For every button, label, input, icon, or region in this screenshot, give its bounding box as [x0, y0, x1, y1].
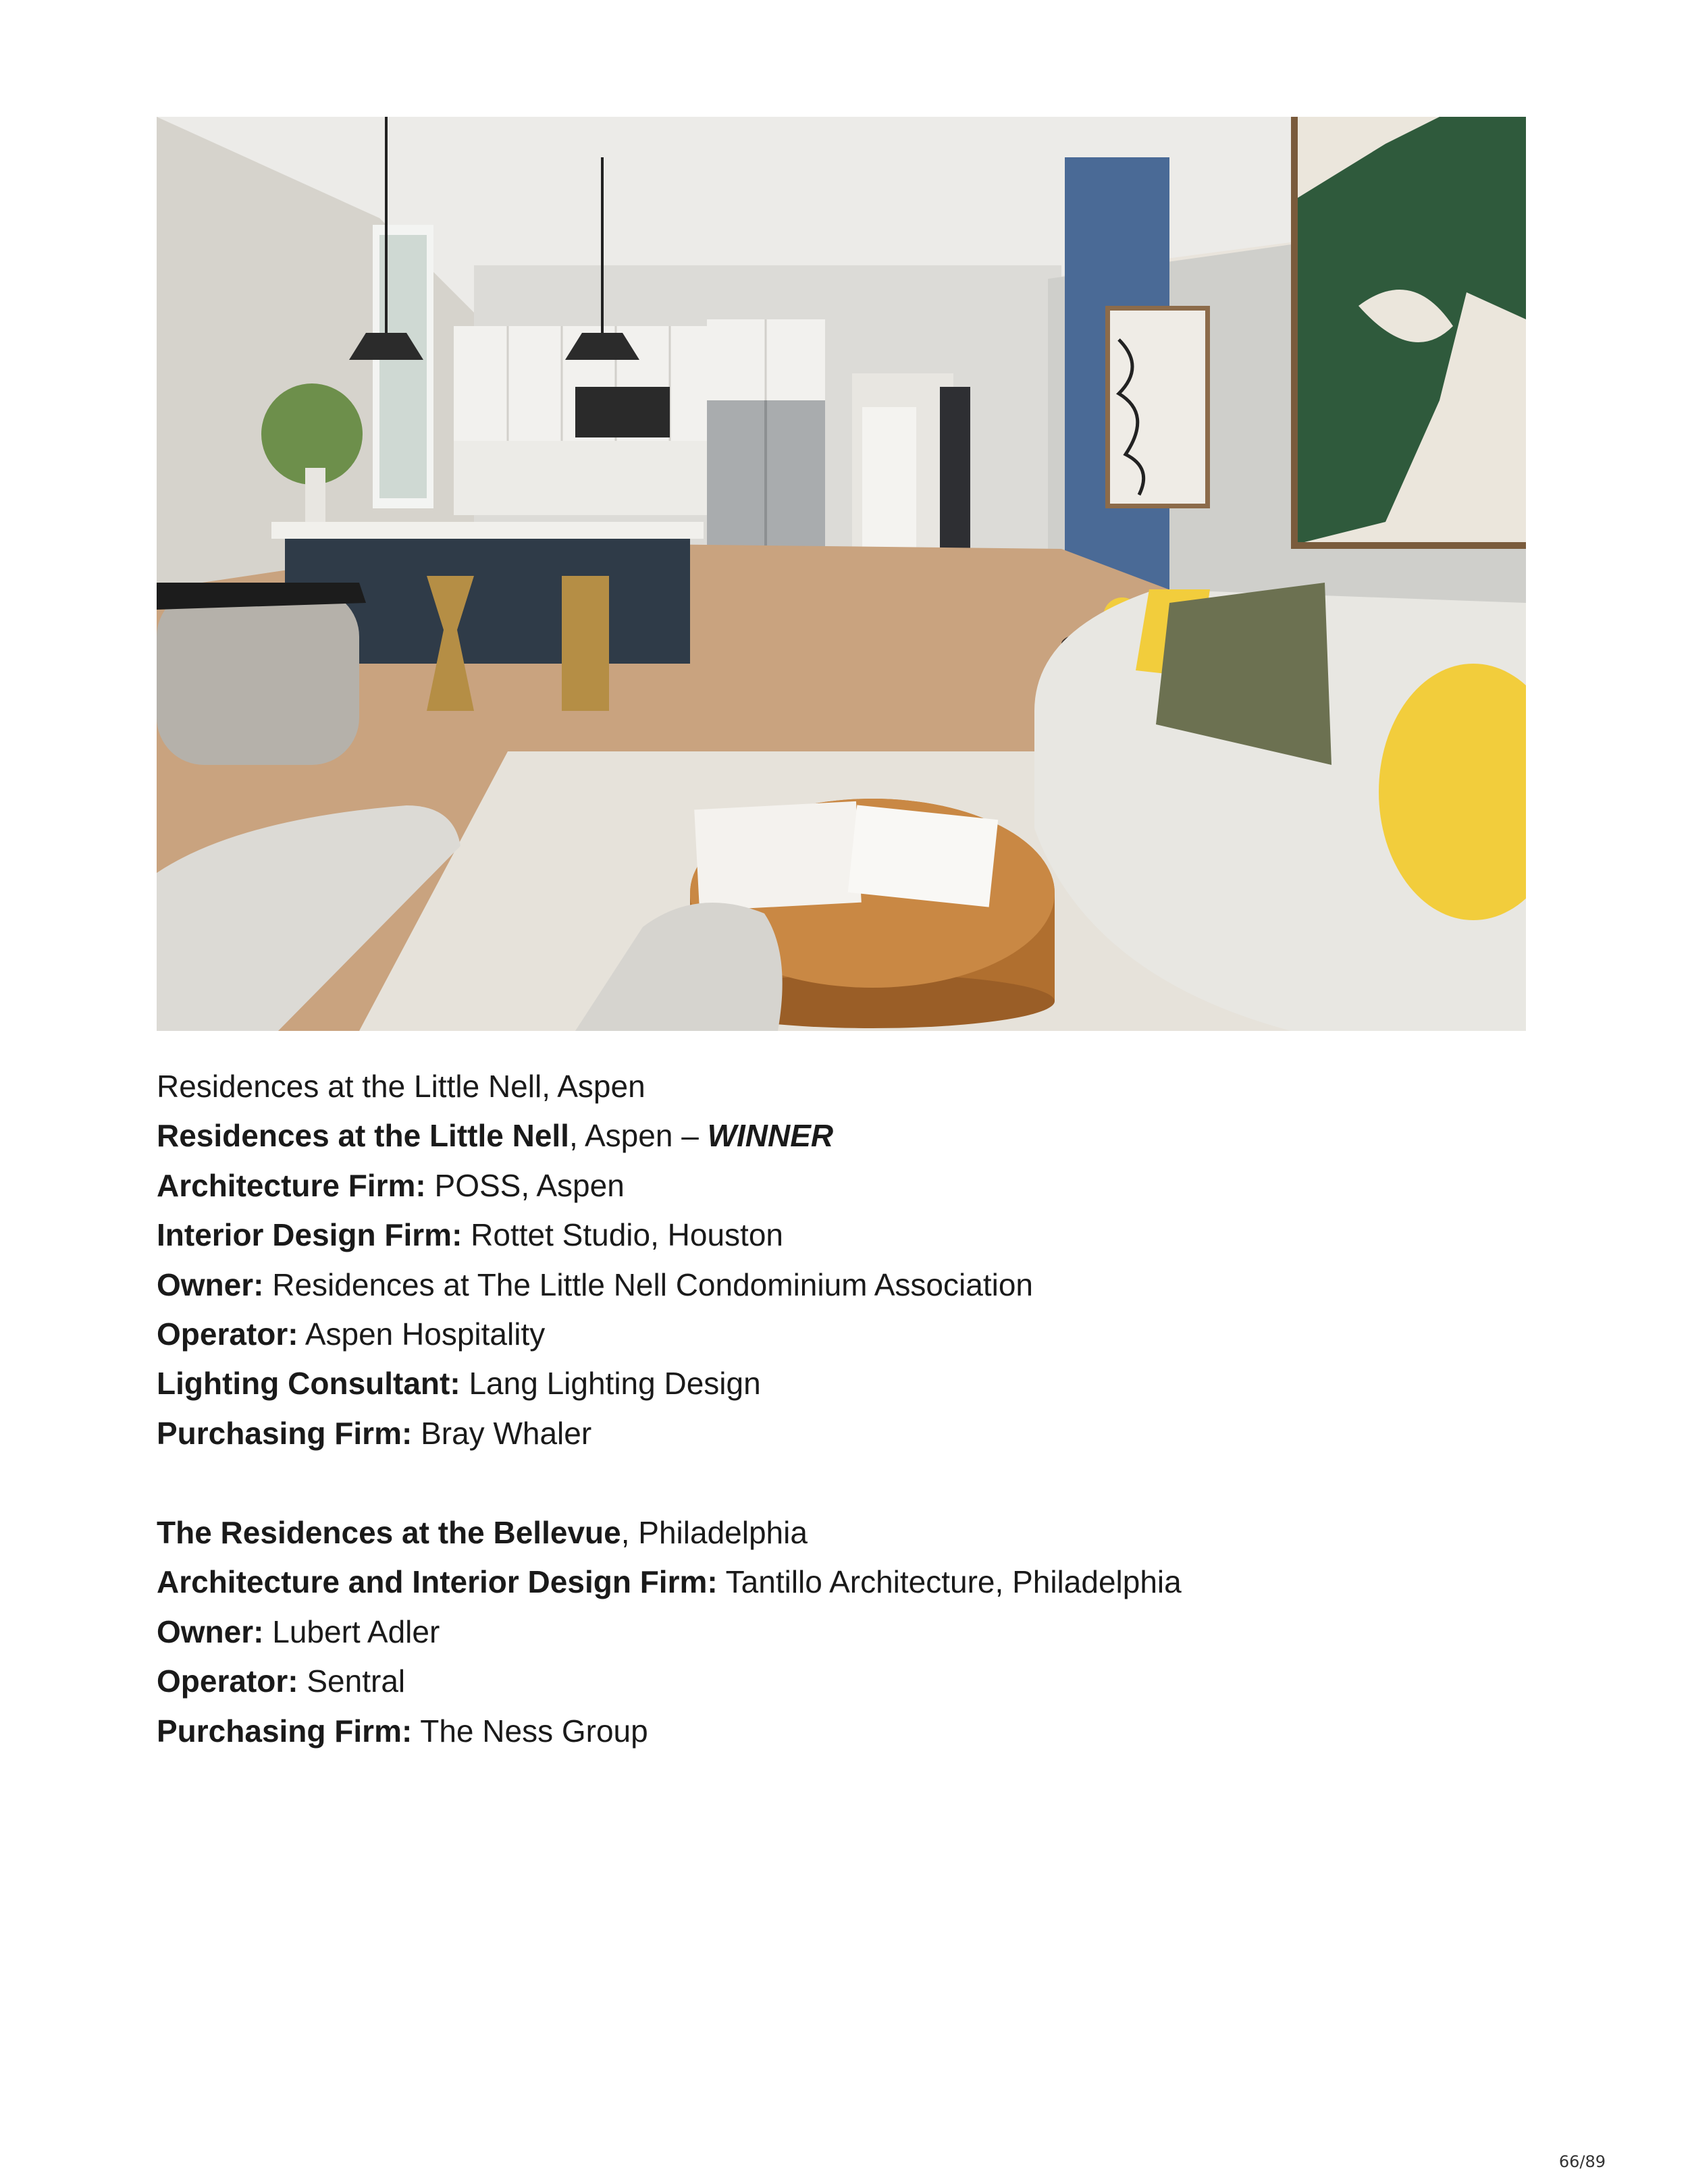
credit-line: [157, 1657, 1541, 1706]
photo-caption: Residences at the Little Nell, Aspen: [157, 1069, 645, 1104]
credit-label: Operator:: [157, 1316, 298, 1352]
credit-line: [157, 1310, 1541, 1359]
credit-value: Lang Lighting Design: [460, 1366, 761, 1402]
credit-line: [157, 1210, 1541, 1260]
credit-label: Purchasing Firm:: [157, 1415, 413, 1451]
credit-line: [157, 1409, 1541, 1458]
credit-value: Sentral: [298, 1663, 406, 1699]
credit-line: [157, 1607, 1541, 1657]
award-label: WINNER: [707, 1118, 834, 1154]
project-title-bellevue: [157, 1508, 1541, 1557]
credit-value: Tantillo Architecture, Philadelphia: [717, 1564, 1182, 1600]
credit-label: Owner:: [157, 1267, 264, 1302]
credit-value: Rottet Studio, Houston: [462, 1217, 784, 1253]
project-location: , Aspen –: [569, 1118, 708, 1154]
credit-label: Interior Design Firm:: [157, 1217, 463, 1253]
credit-value: Bray Whaler: [412, 1415, 592, 1451]
project-bellevue: [157, 1508, 1541, 1756]
credit-value: The Ness Group: [412, 1713, 648, 1749]
credit-value: Lubert Adler: [263, 1614, 440, 1649]
credit-label: Architecture Firm:: [157, 1167, 426, 1203]
project-name: The Residences at the Bellevue: [157, 1515, 621, 1550]
credit-value: Residences at The Little Nell Condominium Association: [263, 1267, 1033, 1302]
credit-label: Architecture and Interior Design Firm:: [157, 1564, 718, 1600]
credit-label: Purchasing Firm:: [157, 1713, 413, 1749]
interior-photo: [157, 117, 1526, 1031]
credit-line: [157, 1161, 1541, 1210]
credit-value: Aspen Hospitality: [298, 1316, 546, 1352]
credit-line: [157, 1260, 1541, 1310]
credit-label: Operator:: [157, 1663, 298, 1699]
project-name: Residences at the Little Nell: [157, 1118, 569, 1154]
project-list: [157, 1062, 1541, 1458]
credit-line: [157, 1707, 1541, 1756]
credit-line: [157, 1557, 1541, 1607]
page-number: 66/89: [1558, 2152, 1606, 2171]
project-title-little-nell: [157, 1111, 1541, 1161]
credit-label: Owner:: [157, 1614, 264, 1649]
project-location: , Philadelphia: [621, 1515, 808, 1550]
credit-line: [157, 1359, 1541, 1408]
interior-illustration: [157, 117, 1526, 1031]
credit-label: Lighting Consultant:: [157, 1366, 460, 1402]
credit-value: POSS, Aspen: [425, 1167, 625, 1203]
